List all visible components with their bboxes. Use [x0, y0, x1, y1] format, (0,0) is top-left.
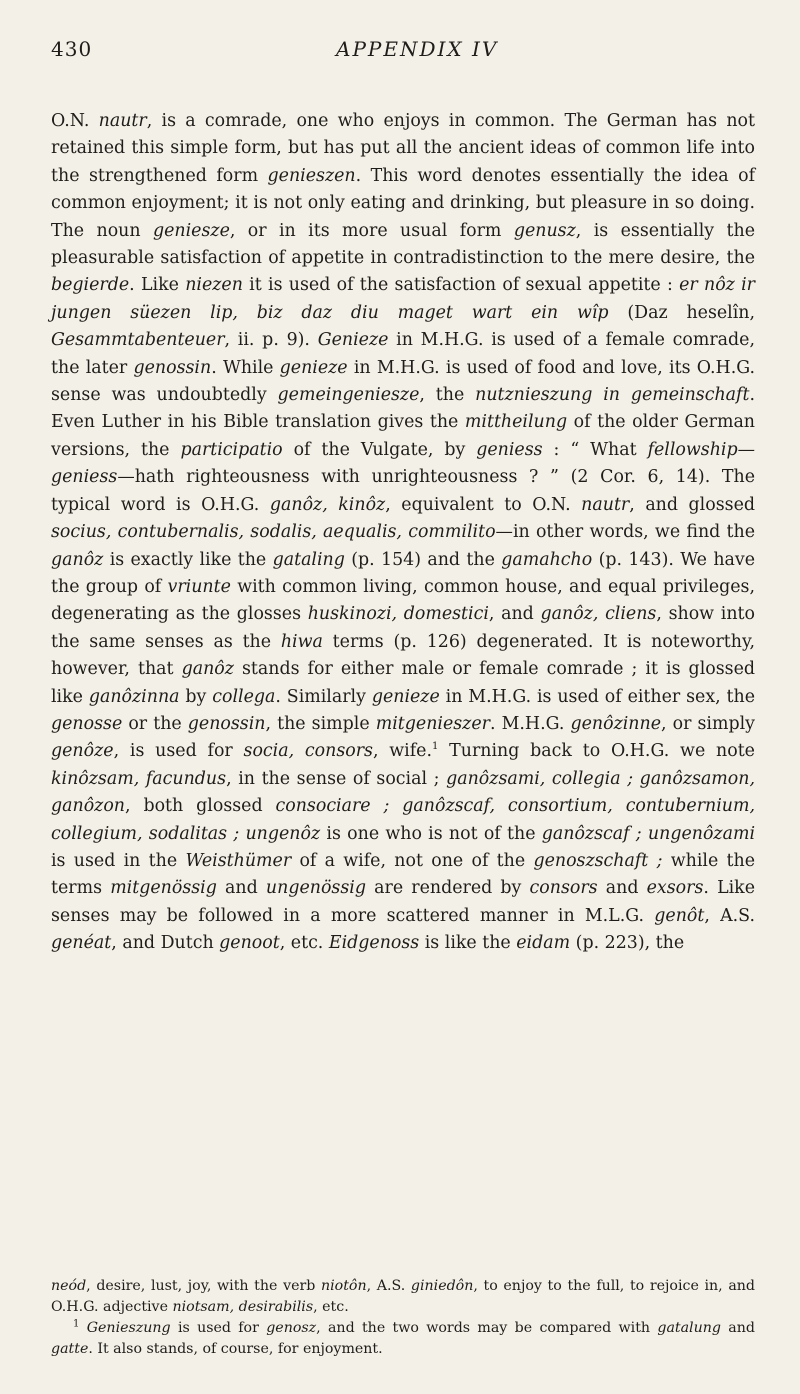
text-run: of the Vulgate, by	[282, 439, 477, 460]
italic-term: geniess	[476, 439, 543, 460]
text-run: . Like	[129, 275, 186, 296]
text-run: in M.H.G. is used of food and love, its O.H.G. sense was undoubtedly	[51, 357, 756, 406]
text-run: . Even Luther in his Bible translation gives the	[51, 385, 756, 433]
notes-section	[51, 1276, 755, 1360]
italic-term: Genieze	[317, 330, 389, 351]
italic-term: hiwa	[280, 631, 323, 652]
italic-term: genéat	[51, 933, 112, 954]
italic-term: niezen	[185, 275, 243, 296]
italic-term: nautr	[98, 111, 147, 131]
italic-term: ganôzscaf ; ungenôzami	[541, 823, 756, 844]
text-run: is exactly like the	[103, 549, 273, 570]
text-run: , etc.	[279, 933, 329, 954]
italic-term: genieze	[279, 357, 348, 378]
text-run: with common living, common house, and equal privileges, degenerating as the glosses	[51, 576, 755, 625]
italic-term: participatio	[180, 439, 283, 460]
text-run: is like the	[419, 933, 517, 954]
italic-term: fellowship—geniess	[51, 439, 755, 488]
text-run: Turning back to O.H.G. we note	[438, 741, 755, 762]
italic-term: genôt	[654, 905, 705, 926]
text-run: , and glossed	[629, 494, 755, 515]
italic-term: genosz	[266, 1320, 317, 1336]
italic-term: mitgenössig	[110, 878, 217, 899]
italic-term: ganôz, kinôz	[269, 494, 386, 515]
text-run: : “ What	[542, 439, 648, 460]
text-run: O.N.	[51, 111, 99, 131]
italic-term: consors	[529, 878, 598, 899]
italic-term: gamahcho	[501, 549, 593, 570]
italic-term: collega	[212, 686, 276, 707]
italic-term: ungenössig	[265, 878, 366, 899]
text-run: (p. 223), the	[570, 933, 685, 954]
text-run	[79, 1320, 86, 1336]
italic-term: huskinozi, domestici	[307, 604, 489, 625]
italic-term: genossin	[133, 357, 212, 378]
text-run: is one who is not of the	[320, 823, 542, 844]
text-run: , A.S.	[704, 905, 755, 926]
text-run: . Like senses may be followed in a more scattered manner in M.L.G.	[51, 878, 756, 926]
text-run: , the	[419, 385, 476, 406]
italic-term: vriunte	[167, 576, 231, 597]
text-run: by	[179, 686, 213, 707]
italic-term: genieze	[371, 686, 440, 707]
text-run: (Daz heselîn,	[608, 302, 756, 323]
text-run: or the	[122, 713, 188, 734]
text-run: , the simple	[265, 713, 376, 734]
italic-term: genôzinne	[570, 713, 661, 734]
text-run: . This word denotes essentially the idea of common enjoyment; it is not only eating and drinking, but pleasure in so doing. The noun	[51, 165, 756, 241]
text-run: , and	[488, 604, 541, 625]
text-run: it is used of the satisfaction of sexual appetite :	[242, 275, 680, 296]
italic-term: ganôz	[51, 549, 104, 570]
italic-term: Weisthümer	[185, 850, 292, 871]
text-run: , is essentially the pleasurable satisfaction of appetite in contradistinction to the mere desire, the	[51, 220, 756, 269]
paragraph	[51, 108, 755, 958]
text-run: , or in its more usual form	[229, 220, 514, 241]
text-run: and	[720, 1320, 755, 1336]
text-run: , both glossed	[125, 796, 276, 817]
footnote-marker: 1	[432, 741, 439, 753]
italic-term: Gesammtabenteuer	[51, 330, 225, 351]
text-run: while the terms	[51, 850, 756, 899]
continued-note	[51, 1276, 755, 1318]
text-run: stands for either male or female comrade ; it is glossed like	[51, 659, 755, 707]
text-run: are rendered by	[365, 878, 530, 899]
page-header	[51, 37, 751, 77]
italic-term: genosse	[51, 713, 123, 734]
italic-term: gatalung	[657, 1320, 721, 1336]
main-paragraph	[51, 108, 755, 958]
italic-term: Eidgenoss	[328, 933, 420, 954]
text-run: . It also stands, of course, for enjoyment.	[88, 1341, 383, 1357]
italic-term: genoot	[219, 933, 280, 954]
italic-term: er nôz ir jungen süezen lip, biz daz diu maget wart ein wîp	[51, 275, 755, 323]
text-run: , equivalent to O.N.	[385, 494, 582, 515]
text-run: , is used for	[113, 741, 244, 762]
italic-term: ganôzsami, collegia ; ganôzsamon, ganôzon	[51, 768, 755, 817]
italic-term: genusz	[513, 220, 576, 241]
italic-term: socia, consors	[243, 741, 373, 762]
italic-term: ganôzinna	[88, 686, 180, 707]
italic-term: giniedôn	[410, 1278, 474, 1294]
footnote-1	[51, 1318, 755, 1360]
text-run: in M.H.G. is used of either sex, the	[439, 686, 756, 707]
text-run: , and the two words may be compared with	[316, 1320, 658, 1336]
italic-term: socius, contubernalis, sodalis, aequalis, commilito	[51, 522, 496, 543]
italic-term: nautr	[581, 494, 630, 515]
italic-term: nutznieszung in gemeinschaft	[475, 385, 750, 406]
text-run: is used for	[170, 1320, 267, 1336]
text-run: of a wife, not one of the	[291, 850, 534, 871]
page-number: 430	[51, 37, 93, 61]
italic-term: neód	[51, 1278, 87, 1294]
italic-term: mitgenieszer	[375, 713, 490, 734]
italic-term: gatte	[51, 1341, 89, 1357]
italic-term: Genieszung	[86, 1320, 171, 1336]
text-run: , to enjoy to the full, to rejoice in, and O.H.G. adjective	[51, 1278, 756, 1315]
italic-term: gataling	[272, 549, 345, 570]
text-run: (p. 143). We have the group of	[51, 549, 755, 597]
text-run: , desire, lust, joy, with the verb	[86, 1278, 321, 1294]
text-run: and	[216, 878, 266, 899]
text-run: , in the sense of social ;	[226, 768, 447, 789]
italic-term: ganôz, cliens	[540, 604, 657, 625]
text-run: , and Dutch	[111, 933, 220, 954]
italic-term: mittheilung	[464, 412, 568, 433]
italic-term: niotôn	[321, 1278, 367, 1294]
text-run: . M.H.G.	[489, 713, 571, 734]
italic-term: geniesze	[153, 220, 230, 241]
italic-term: genôze	[51, 741, 114, 762]
text-run: , ii. p. 9).	[224, 330, 318, 351]
text-run: , show into the same senses as the	[51, 604, 755, 652]
italic-term: eidam	[516, 933, 571, 954]
italic-term: ganôz	[181, 659, 234, 680]
text-run: , wife.	[372, 741, 432, 762]
text-run: , is a comrade, one who enjoys in common. The German has not retained this simple form, but has put all the ancient ideas of common life into the strengthened form	[51, 111, 755, 186]
italic-term: kinôzsam, facundus	[51, 768, 227, 789]
text-run: is used in the	[51, 850, 186, 871]
text-run: terms (p. 126) degenerated. It is noteworthy, however, that	[51, 631, 755, 680]
text-run: in M.H.G. is used of a female comrade, the later	[51, 330, 755, 378]
text-run: , or simply	[661, 713, 755, 734]
text-run: —hath righteousness with unrighteousness ? ” (2 Cor. 6, 14). The typical word is O.H.G.	[51, 467, 755, 515]
running-head: APPENDIX IV	[336, 37, 499, 61]
text-run: , A.S.	[366, 1278, 411, 1294]
text-run: . Similarly	[275, 686, 372, 707]
italic-term: begierde	[51, 275, 130, 296]
text-run: —in other words, we find the	[495, 522, 756, 543]
italic-term: consociare ; ganôzscaf, consortium, contubernium, collegium, sodalitas ; ungenôz	[51, 796, 756, 844]
italic-term: niotsam, desirabilis	[172, 1299, 314, 1315]
italic-term: genoszschaft ;	[533, 850, 663, 871]
italic-term: genieszen	[267, 165, 356, 186]
italic-term: genossin	[187, 713, 266, 734]
text-run: and	[597, 878, 647, 899]
text-run: of the older German versions, the	[51, 412, 756, 460]
text-run: . While	[211, 357, 280, 378]
text-run: (p. 154) and the	[344, 549, 502, 570]
footnote-marker: 1	[73, 1318, 80, 1330]
italic-term: exsors	[646, 878, 704, 899]
italic-term: gemeingeniesze	[277, 385, 420, 406]
text-run: , etc.	[313, 1299, 349, 1315]
